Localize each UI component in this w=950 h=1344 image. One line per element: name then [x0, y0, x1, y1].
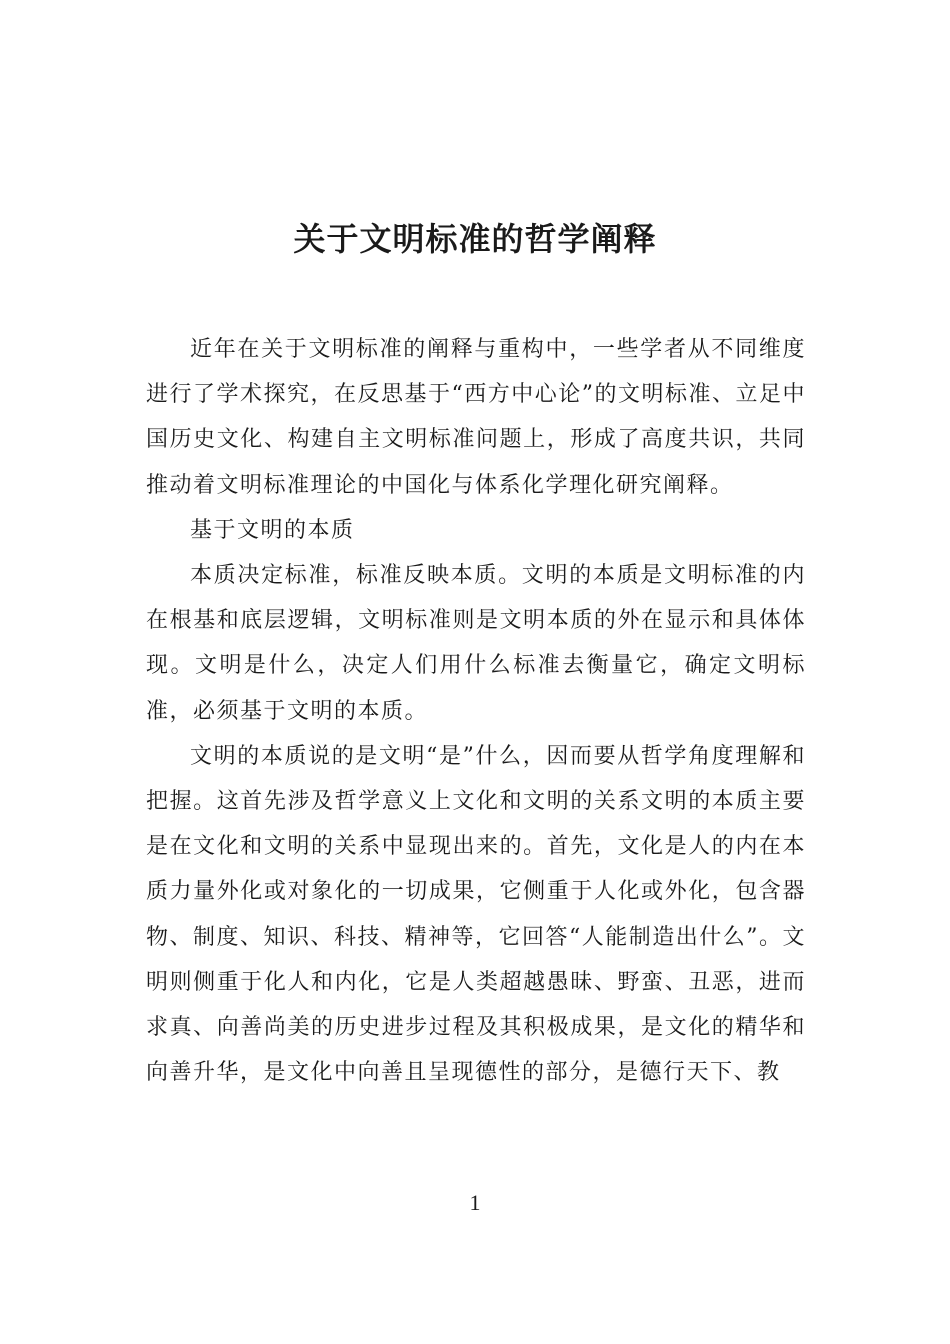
page-number: 1 — [469, 1190, 481, 1215]
document-title: 关于文明标准的哲学阐释 — [293, 220, 657, 259]
paragraph-intro: 近年在关于文明标准的阐释与重构中，一些学者从不同维度进行了学术探究，在反思基于“西方中心论”的文明标准、立足中国历史文化、构建自主文明标准问题上，形成了高度共识，共同推动着文明标准理论的中国化与体系化学理化研究阐释。 — [146, 337, 806, 498]
paragraph-essence-standard: 本质决定标准，标准反映本质。文明的本质是文明标准的内在根基和底层逻辑，文明标准则是文明本质的外在显示和具体体现。文明是什么，决定人们用什么标准去衡量它，确定文明标准，必须基于文明的本质。 — [146, 563, 806, 724]
paragraph-culture-civilization: 文明的本质说的是文明“是”什么，因而要从哲学角度理解和把握。这首先涉及哲学意义上文化和文明的关系文明的本质主要是在文化和文明的关系中显现出来的。首先，文化是人的内在本质力量外化或对象化的一切成果，它侧重于人化或外化，包含器物、制度、知识、科技、精神等，它回答“人能制造出什么”。文明则侧重于化人和内化，它是人类超越愚昧、野蛮、丑恶，进而求真、向善尚美的历史进步过程及其积极成果，是文化的精华和向善升华，是文化中向善且呈现德性的部分，是德行天下、教 — [146, 743, 806, 1086]
document-body — [146, 327, 806, 1095]
section-heading: 基于文明的本质 — [190, 517, 355, 543]
